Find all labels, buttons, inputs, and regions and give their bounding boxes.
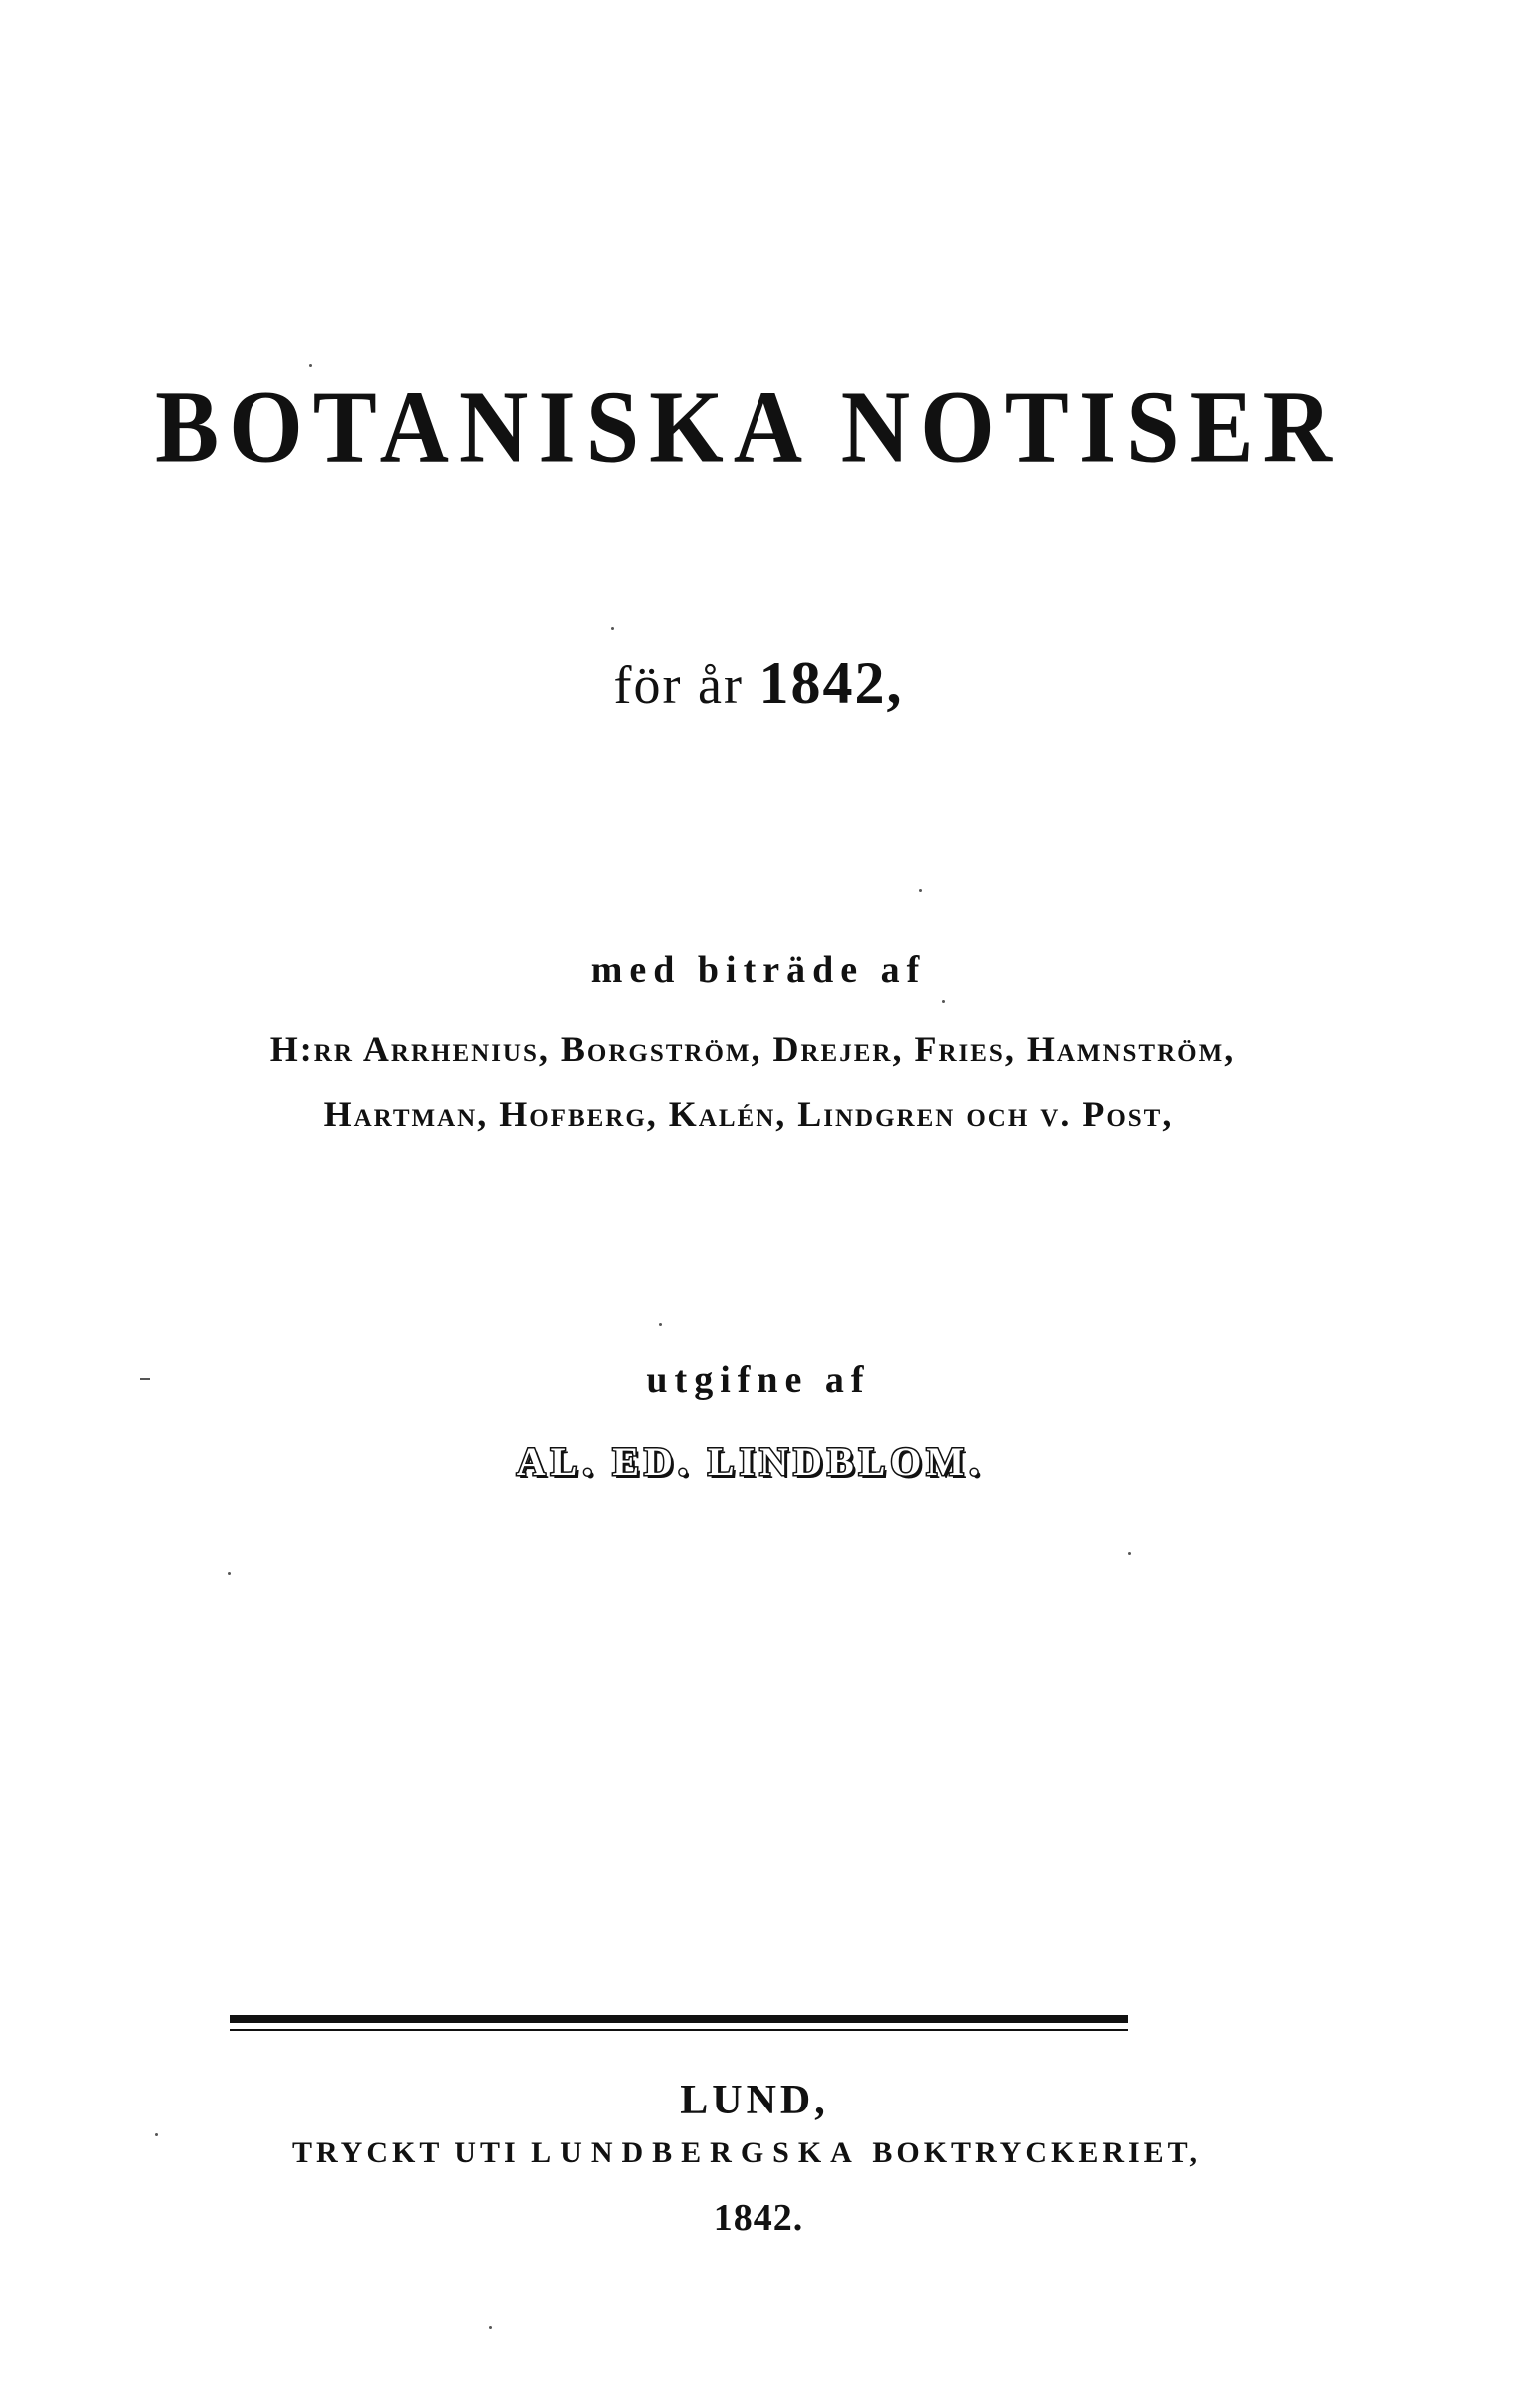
scan-speck [489,2326,492,2329]
volume-year-line [0,649,1517,718]
scan-speck [140,1378,150,1380]
imprint-place: LUND, [680,2078,829,2123]
scan-speck [309,364,312,367]
scan-speck [1128,1552,1131,1555]
printer-suffix: BOKTRYCKERIET, [872,2136,1201,2169]
scan-speck [942,1000,945,1003]
volume-year: 1842 [758,650,887,716]
double-rule-thick [230,2015,1128,2023]
imprint-year: 1842. [713,2197,804,2239]
volume-year-suffix: , [886,650,904,716]
book-title: BOTANISKA NOTISER [155,368,1342,485]
printer-name: LUNDBERGSKA [531,2136,861,2169]
contributors-intro: med biträde af [590,949,927,991]
published-by: utgifne af [646,1359,871,1401]
volume-prefix: för år [613,655,744,715]
scan-speck [155,2133,158,2136]
double-rule-thin [230,2029,1128,2031]
scan-speck [611,627,614,630]
scan-speck [919,889,922,892]
editor-name: AL. ED. LINDBLOM. [516,1439,985,1484]
scan-speck [659,1323,662,1326]
contributors-line-1: H:rr Arrhenius, Borgström, Drejer, Fries, Hamnström, [269,1029,1236,1069]
printer-prefix: TRYCKT UTI [292,2136,520,2169]
imprint-printer [0,2136,1505,2170]
contributors-line-2: Hartman, Hofberg, Kalén, Lindgren och v. Post, [323,1094,1174,1134]
scan-speck [228,1572,231,1575]
